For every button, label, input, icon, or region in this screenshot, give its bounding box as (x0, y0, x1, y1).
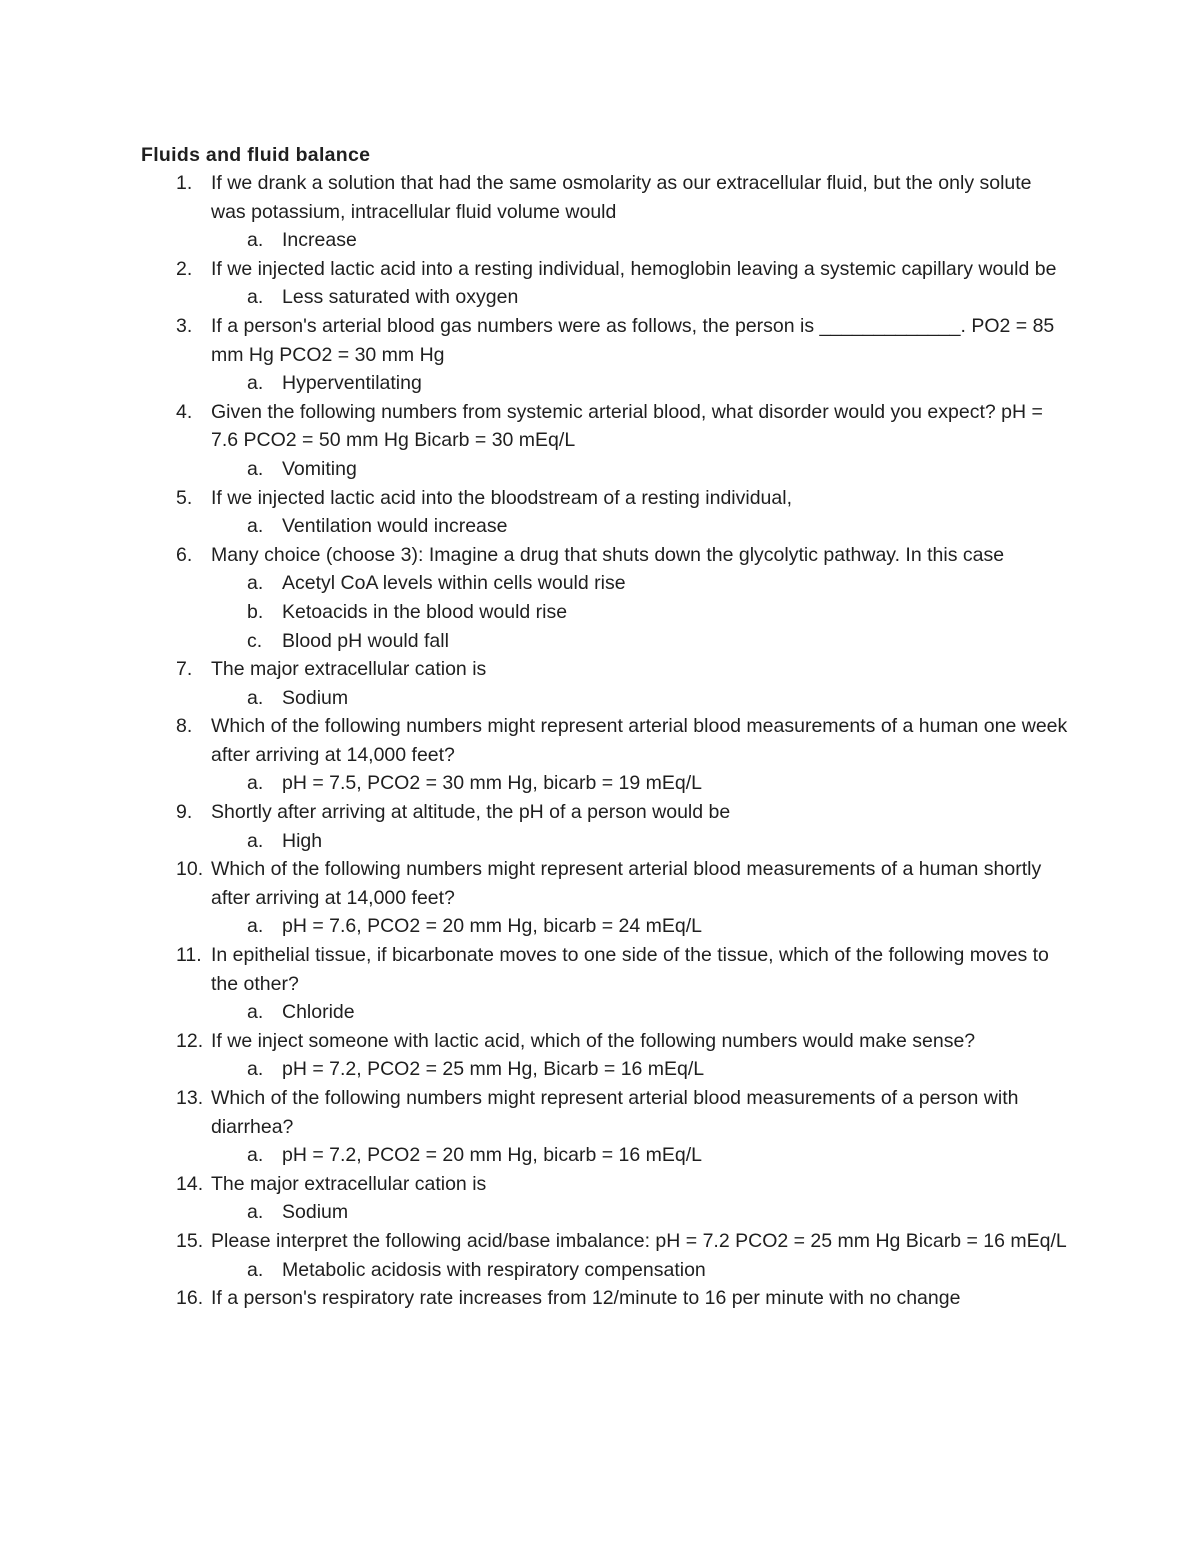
answer-letter: a. (247, 772, 264, 795)
answer-letter: a. (247, 457, 264, 480)
answer-letter: a. (247, 1001, 264, 1024)
answer-list (0, 1055, 1200, 1084)
answer-list (0, 1141, 1200, 1170)
question-number: 1. (176, 172, 193, 194)
answer-item (0, 769, 1200, 798)
answer-text: Ketoacids in the blood would rise (282, 600, 568, 623)
question-item (0, 169, 1200, 255)
question-item (0, 255, 1200, 312)
question-text: If we inject someone with lactic acid, which of the following numbers would make sense? (211, 1029, 976, 1052)
question-item (0, 941, 1200, 1027)
question-number: 15. (176, 1229, 204, 1252)
question-text: Given the following numbers from systemic arterial blood, what disorder would you expect? pH = 7.6 PCO2 = 50 mm Hg Bicarb = 30 mEq/L (211, 400, 1043, 452)
answer-letter: a. (247, 572, 264, 595)
answer-list (0, 1256, 1200, 1285)
question-text: If we injected lactic acid into a resting individual, hemoglobin leaving a systemic capillary would be (211, 257, 1057, 280)
question-text: Many choice (choose 3): Imagine a drug that shuts down the glycolytic pathway. In this case (211, 543, 1005, 566)
answer-list (0, 569, 1200, 655)
answer-text: pH = 7.2, PCO2 = 20 mm Hg, bicarb = 16 mEq/L (282, 1144, 702, 1167)
answer-item (0, 827, 1200, 856)
answer-text: Hyperventilating (282, 372, 422, 395)
question-item (0, 1170, 1200, 1227)
answer-letter: a. (247, 1258, 264, 1281)
question-text: Which of the following numbers might represent arterial blood measurements of a human one week after arriving at 14,000 feet? (211, 715, 1068, 766)
question-number: 9. (176, 801, 193, 824)
answer-item (0, 1141, 1200, 1170)
answer-letter: a. (247, 286, 264, 309)
question-number: 7. (176, 658, 193, 681)
answer-item (0, 998, 1200, 1027)
answer-item (0, 627, 1200, 656)
question-text: Which of the following numbers might represent arterial blood measurements of a human shortly after arriving at 14,000 feet? (211, 858, 1042, 909)
answer-text: pH = 7.5, PCO2 = 30 mm Hg, bicarb = 19 mEq/L (282, 772, 702, 795)
answer-list (0, 684, 1200, 713)
question-text: Which of the following numbers might represent arterial blood measurements of a person with diarrhea? (211, 1087, 1019, 1138)
answer-list (0, 912, 1200, 941)
answer-item (0, 912, 1200, 941)
answer-list (0, 455, 1200, 484)
answer-item (0, 226, 1200, 255)
answer-text: Metabolic acidosis with respiratory compensation (282, 1258, 706, 1281)
question-item (0, 798, 1200, 855)
answer-list (0, 226, 1200, 255)
answer-letter: a. (247, 229, 264, 252)
document-title: Fluids and fluid balance (141, 144, 371, 166)
answer-letter: a. (247, 1058, 264, 1081)
question-number: 6. (176, 543, 193, 566)
answer-list (0, 283, 1200, 312)
question-item (0, 1227, 1200, 1284)
answer-text: Sodium (282, 1201, 349, 1224)
question-number: 16. (176, 1287, 204, 1310)
question-text: In epithelial tissue, if bicarbonate moves to one side of the tissue, which of the following moves to the other? (211, 944, 1049, 995)
answer-text: Ventilation would increase (282, 515, 508, 538)
question-number: 11. (176, 944, 202, 967)
question-number: 2. (176, 257, 193, 280)
question-number: 5. (176, 486, 193, 509)
answer-list (0, 769, 1200, 798)
question-number: 14. (176, 1172, 204, 1195)
answer-text: Acetyl CoA levels within cells would rise (282, 572, 626, 595)
answer-item (0, 283, 1200, 312)
answer-text: Vomiting (282, 457, 357, 480)
answer-item (0, 569, 1200, 598)
answer-item (0, 1256, 1200, 1285)
question-text: If a person's respiratory rate increases from 12/minute to 16 per minute with no change (211, 1287, 961, 1310)
question-item (0, 712, 1200, 798)
answer-item (0, 455, 1200, 484)
answer-list (0, 1198, 1200, 1227)
question-item (0, 855, 1200, 941)
question-text: Shortly after arriving at altitude, the pH of a person would be (211, 801, 731, 824)
question-item (0, 1027, 1200, 1084)
answer-text: Increase (282, 229, 357, 252)
question-item (0, 541, 1200, 655)
question-text: The major extracellular cation is (211, 1172, 487, 1195)
answer-item (0, 684, 1200, 713)
answer-list (0, 369, 1200, 398)
answer-list (0, 512, 1200, 541)
question-item (0, 655, 1200, 712)
question-item (0, 398, 1200, 484)
answer-item (0, 598, 1200, 627)
question-item (0, 312, 1200, 398)
answer-letter: a. (247, 829, 264, 852)
answer-list (0, 827, 1200, 856)
answer-letter: a. (247, 686, 264, 709)
question-text: If we drank a solution that had the same osmolarity as our extracellular fluid, but the only solute was potassium, intracellular fluid volume would (211, 172, 1032, 223)
answer-list (0, 998, 1200, 1027)
question-text: Please interpret the following acid/base imbalance: pH = 7.2 PCO2 = 25 mm Hg Bicarb = 16 mEq/L (211, 1229, 1067, 1252)
question-text: If a person's arterial blood gas numbers were as follows, the person is _____________. PO2 = 85 mm Hg PCO2 = 30 mm Hg (211, 314, 1055, 366)
question-number: 4. (176, 400, 193, 423)
question-number: 3. (176, 314, 193, 337)
answer-item (0, 369, 1200, 398)
answer-letter: a. (247, 1201, 264, 1224)
answer-item (0, 512, 1200, 541)
answer-text: pH = 7.6, PCO2 = 20 mm Hg, bicarb = 24 mEq/L (282, 915, 702, 938)
question-item (0, 1284, 1200, 1313)
answer-text: Sodium (282, 686, 349, 709)
answer-text: pH = 7.2, PCO2 = 25 mm Hg, Bicarb = 16 mEq/L (282, 1058, 705, 1081)
answer-letter: c. (247, 629, 263, 652)
question-list (0, 169, 1200, 1313)
answer-text: High (282, 829, 323, 852)
answer-text: Chloride (282, 1001, 355, 1024)
answer-letter: b. (247, 600, 264, 623)
question-number: 13. (176, 1087, 204, 1109)
answer-text: Blood pH would fall (282, 629, 449, 652)
question-number: 8. (176, 715, 193, 738)
question-number: 10. (176, 858, 204, 881)
answer-item (0, 1198, 1200, 1227)
answer-letter: a. (247, 915, 264, 938)
answer-text: Less saturated with oxygen (282, 286, 519, 309)
answer-item (0, 1055, 1200, 1084)
question-item (0, 1084, 1200, 1170)
answer-letter: a. (247, 515, 264, 538)
question-item (0, 484, 1200, 541)
question-number: 12. (176, 1029, 204, 1052)
question-text: If we injected lactic acid into the bloodstream of a resting individual, (211, 486, 792, 509)
question-text: The major extracellular cation is (211, 658, 487, 681)
answer-letter: a. (247, 1144, 264, 1167)
answer-letter: a. (247, 372, 264, 395)
